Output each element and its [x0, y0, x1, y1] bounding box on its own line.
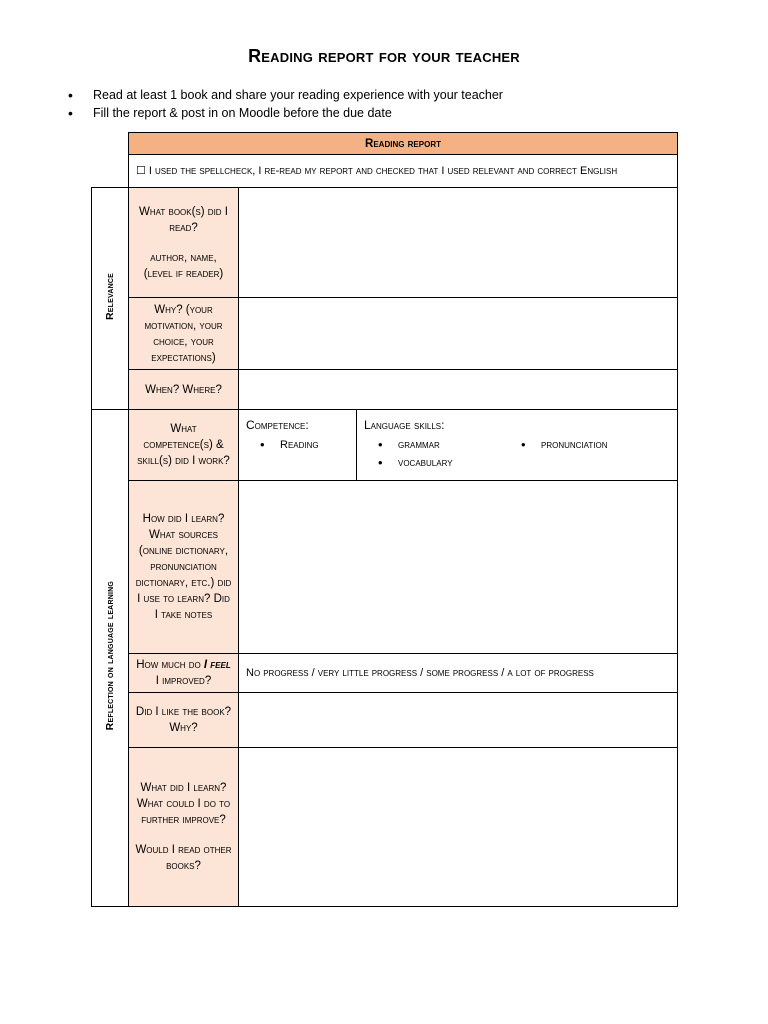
question-emphasis: I feel [203, 659, 231, 671]
competence-label: Competence: [246, 418, 309, 432]
competence-item: • Reading [246, 436, 349, 454]
question-text: What book(s) did I read? [139, 205, 228, 234]
section-label-reflection: Reflection on language learning [104, 580, 116, 731]
question-how-learn: How did I learn? What sources (online dictionary, pronunciation dictionary, etc.) did I use to learn? Did I take notes [129, 481, 239, 654]
language-skill-item: • pronunciation [517, 436, 670, 454]
question-text: What did I learn? What could I do to further improve? [136, 782, 231, 826]
language-skills-list [517, 436, 670, 472]
question-like-book: Did I like the book? Why? [129, 693, 239, 748]
question-how-much-improved [129, 654, 239, 693]
question-when-where: When? Where? [129, 370, 239, 410]
answer-language-skills[interactable] [357, 410, 678, 481]
report-header: Reading report [129, 133, 678, 155]
question-text: How much do [136, 659, 204, 671]
page-title: Reading report for your teacher [248, 46, 520, 66]
answer-what-learn[interactable] [239, 748, 678, 907]
question-hint: author, name, (level if reader) [143, 251, 224, 280]
answer-what-books[interactable] [239, 188, 678, 298]
spellcheck-checkbox-item[interactable]: ☐ I used the spellcheck, I re-read my report and checked that I used relevant and correct English [129, 155, 678, 188]
answer-progress-options[interactable]: No progress / very little progress / some progress / a lot of progress [239, 654, 678, 693]
blank-cell [92, 133, 129, 155]
question-competences: What competence(s) & skill(s) did I work? [129, 410, 239, 481]
answer-why[interactable] [239, 298, 678, 370]
question-text: I improved? [155, 675, 212, 687]
instructions-list [66, 86, 503, 122]
language-skills-list [364, 436, 517, 472]
section-relevance [92, 188, 129, 410]
answer-competence[interactable] [239, 410, 357, 481]
competence-list [246, 436, 349, 454]
answer-when-where[interactable] [239, 370, 678, 410]
question-why: Why? (your motivation, your choice, your expectations) [129, 298, 239, 370]
answer-like-book[interactable] [239, 693, 678, 748]
question-text: Would I read other books? [135, 844, 232, 872]
instruction-item: • Fill the report & post in on Moodle before the due date [66, 104, 503, 122]
question-what-learn [129, 748, 239, 907]
section-label-relevance: Relevance [104, 272, 116, 320]
blank-cell [92, 155, 129, 188]
language-skills-label: Language skills: [364, 418, 445, 432]
instruction-item: • Read at least 1 book and share your reading experience with your teacher [66, 86, 503, 104]
language-skill-item: • grammar [364, 436, 517, 454]
section-reflection [92, 410, 129, 907]
language-skill-item: • vocabulary [364, 454, 517, 472]
question-what-books [129, 188, 239, 298]
answer-how-learn[interactable] [239, 481, 678, 654]
reading-report-table [91, 132, 678, 907]
